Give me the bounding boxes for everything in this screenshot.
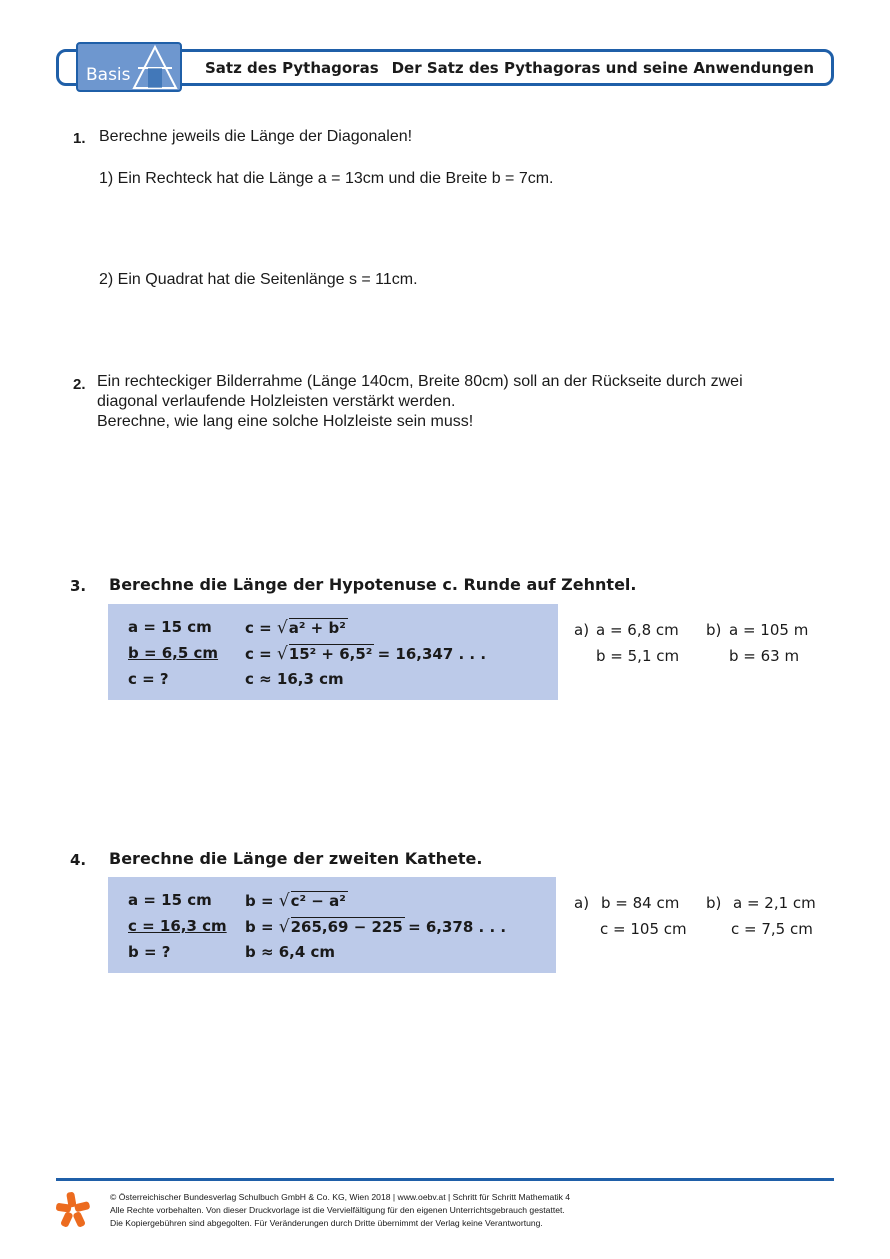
task3-formula1-radicand: a² + b²: [288, 619, 346, 637]
task4-formula1-radicand: c² − a²: [290, 892, 346, 910]
task4-formula1-lhs: b =: [245, 892, 274, 910]
task2-number: 2.: [73, 376, 86, 393]
task4-formula1: [245, 891, 346, 911]
task3-ex-a1: a = 6,8 cm: [596, 621, 679, 639]
footer-divider: [56, 1178, 834, 1181]
footer-line2: Alle Rechte vorbehalten. Von dieser Druckvorlage ist die Vervielfältigung für den eigenen Unterrichtsgebrauch gestattet.: [110, 1205, 565, 1215]
task4-ex-b-label: b): [706, 894, 722, 912]
task1-part2: 2) Ein Quadrat hat die Seitenlänge s = 11cm.: [99, 271, 418, 288]
task4-given-c: c = 16,3 cm: [128, 917, 227, 935]
task4-formula2-result: = 6,378 . . .: [408, 918, 507, 936]
header-subtitle: Der Satz des Pythagoras und seine Anwendungen: [391, 59, 814, 77]
task3-ex-a2: b = 5,1 cm: [596, 647, 680, 665]
task3-ex-b-label: b): [706, 621, 722, 639]
task4-ex-a-label: a): [574, 894, 590, 912]
header-topic: Satz des Pythagoras: [205, 59, 379, 77]
task1-instruction: Berechne jeweils die Länge der Diagonalen!: [99, 128, 413, 145]
task3-ex-b1: a = 105 m: [729, 621, 809, 639]
task3-title: Berechne die Länge der Hypotenuse c. Runde auf Zehntel.: [109, 575, 637, 594]
task4-ex-a2: c = 105 cm: [600, 920, 687, 938]
task4-ex-a1: b = 84 cm: [601, 894, 680, 912]
footer-line3: Die Kopiergebühren sind abgegolten. Für Veränderungen durch Dritte übernimmt der Verlag keine Verantwortung.: [110, 1218, 543, 1228]
task2-line2: diagonal verlaufende Holzleisten verstärkt werden.: [97, 393, 456, 410]
task4-number: 4.: [70, 851, 87, 869]
task3-given-a: a = 15 cm: [128, 618, 212, 636]
task3-number: 3.: [70, 577, 87, 595]
task3-formula2-radicand: 15² + 6,5²: [288, 645, 373, 663]
sqrt-icon: √: [278, 891, 290, 911]
task3-formula2-result: = 16,347 . . .: [377, 645, 487, 663]
task3-unknown: c = ?: [128, 670, 169, 688]
task2-line1: Ein rechteckiger Bilderrahme (Länge 140cm, Breite 80cm) soll an der Rückseite durch zwei: [97, 373, 743, 390]
task3-formula2-lhs: c =: [245, 645, 272, 663]
badge-label: Basis: [86, 65, 131, 85]
task4-formula2-radicand: 265,69 − 225: [290, 918, 403, 936]
task3-formula2: [245, 644, 486, 664]
sqrt-icon: √: [276, 618, 288, 638]
task3-given-b: b = 6,5 cm: [128, 644, 219, 662]
footer-copyright: [110, 1191, 570, 1230]
task3-formula1-lhs: c =: [245, 619, 272, 637]
task3-ex-a-label: a): [574, 621, 590, 639]
task4-formula2: [245, 917, 506, 937]
task4-unknown: b = ?: [128, 943, 171, 961]
task3-ex-b2: b = 63 m: [729, 647, 800, 665]
oebv-logo-icon: [54, 1190, 92, 1228]
task2-line3: Berechne, wie lang eine solche Holzleiste sein muss!: [97, 413, 474, 430]
task3-formula1: [245, 618, 346, 638]
task1-part1: 1) Ein Rechteck hat die Länge a = 13cm und die Breite b = 7cm.: [99, 170, 554, 187]
task4-ex-b1: a = 2,1 cm: [733, 894, 816, 912]
basis-badge: [76, 42, 182, 92]
task4-ex-b2: c = 7,5 cm: [731, 920, 813, 938]
sqrt-icon: √: [278, 917, 290, 937]
task4-title: Berechne die Länge der zweiten Kathete.: [109, 849, 483, 868]
sqrt-icon: √: [276, 644, 288, 664]
task4-result: b ≈ 6,4 cm: [245, 943, 336, 961]
task1-number: 1.: [73, 130, 86, 147]
task3-result: c ≈ 16,3 cm: [245, 670, 344, 688]
task4-formula2-lhs: b =: [245, 918, 274, 936]
footer-line1: © Österreichischer Bundesverlag Schulbuch GmbH & Co. KG, Wien 2018 | www.oebv.at | Schritt für Schritt Mathematik 4: [110, 1192, 571, 1202]
task4-given-a: a = 15 cm: [128, 891, 212, 909]
